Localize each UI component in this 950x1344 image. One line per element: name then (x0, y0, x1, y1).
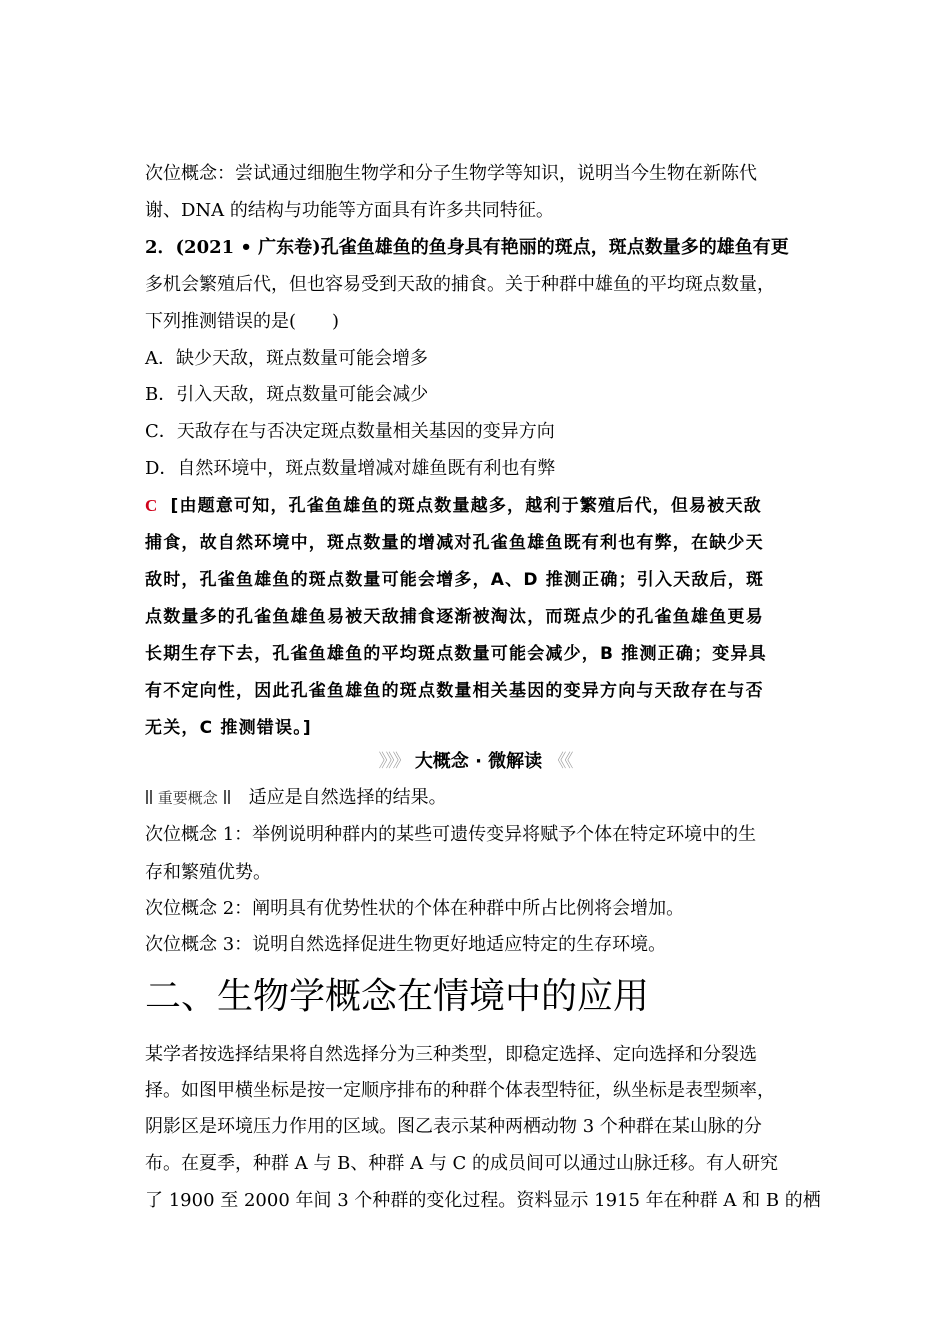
divider-right-arrows: 《《 (548, 751, 572, 772)
badge-bar-icon (146, 790, 148, 804)
option-d: D．自然环境中，斑点数量增减对雄鱼既有利也有弊 (145, 458, 556, 479)
divider-left-arrows: 》》》 (378, 751, 409, 772)
section-heading: 二、生物学概念在情境中的应用 (145, 976, 650, 1017)
answer-letter: C (145, 496, 159, 515)
explanation-line: [由题意可知，孔雀鱼雄鱼的斑点数量越多，越利于繁殖后代，但易被天敌 (170, 496, 762, 516)
explanation-line: 捕食，故自然环境中，斑点数量的增减对孔雀鱼雄鱼既有利也有弊，在缺少天 (145, 533, 764, 553)
question-stem-line: 下列推测错误的是( ) (145, 311, 340, 332)
option-c: C．天敌存在与否决定斑点数量相关基因的变异方向 (145, 421, 555, 442)
answer-line (145, 494, 815, 518)
body-line: 布。在夏季，种群 A 与 B、种群 A 与 C 的成员间可以通过山脉迁移。有人研究 (145, 1153, 779, 1174)
sub-concept-line: 存和繁殖优势。 (145, 862, 271, 883)
key-concept-text: 适应是自然选择的结果。 (248, 787, 447, 808)
body-line: 择。如图甲横坐标是按一定顺序排布的种群个体表型特征，纵坐标是表型频率， (145, 1080, 775, 1101)
section-divider (0, 749, 950, 775)
body-line: 某学者按选择结果将自然选择分为三种类型，即稳定选择、定向选择和分裂选 (145, 1044, 757, 1065)
explanation-line: 点数量多的孔雀鱼雄鱼易被天敌捕食逐渐被淘汰，而斑点少的孔雀鱼雄鱼更易 (145, 607, 764, 627)
sub-concept-line: 次位概念 3：说明自然选择促进生物更好地适应特定的生存环境。 (145, 934, 667, 955)
divider-title: 大概念 · 微解读 (414, 751, 543, 772)
option-b: B．引入天敌，斑点数量可能会减少 (145, 384, 429, 405)
explanation-line: 敌时，孔雀鱼雄鱼的斑点数量可能会增多，A、D 推测正确；引入天敌后，斑 (145, 570, 765, 590)
question-stem-line: 2．(2021 • 广东卷)孔雀鱼雄鱼的鱼身具有艳丽的斑点，斑点数量多的雄鱼有更 (145, 237, 789, 258)
sub-concept-line: 次位概念 2：阐明具有优势性状的个体在种群中所占比例将会增加。 (145, 898, 685, 919)
body-line: 阴影区是环境压力作用的区域。图乙表示某种两栖动物 3 个种群在某山脉的分 (145, 1116, 762, 1137)
sub-concept-line: 次位概念 1：举例说明种群内的某些可遗传变异将赋予个体在特定环境中的生 (145, 824, 757, 845)
question-stem-line: 多机会繁殖后代，但也容易受到天敌的捕食。关于种群中雄鱼的平均斑点数量， (145, 274, 775, 295)
badge-bar-icon (150, 790, 152, 804)
key-concept-badge (145, 785, 231, 811)
text-line: 次位概念：尝试通过细胞生物学和分子生物学等知识，说明当今生物在新陈代 (145, 163, 757, 184)
explanation-line: 有不定向性，因此孔雀鱼雄鱼的斑点数量相关基因的变异方向与天敌存在与否 (145, 681, 764, 701)
option-a: A．缺少天敌，斑点数量可能会增多 (145, 348, 428, 369)
body-line: 了 1900 至 2000 年间 3 个种群的变化过程。资料显示 1915 年在种群 A 和 B 的栖 (145, 1190, 821, 1211)
text-line: 谢、DNA 的结构与功能等方面具有许多共同特征。 (145, 200, 554, 221)
key-concept-row (145, 785, 447, 811)
explanation-line: 无关，C 推测错误。] (145, 718, 312, 738)
badge-bar-icon (224, 790, 226, 804)
badge-bar-icon (228, 790, 230, 804)
badge-label: 重要概念 (157, 789, 218, 807)
explanation-line: 长期生存下去，孔雀鱼雄鱼的平均斑点数量可能会减少，B 推测正确；变异具 (145, 644, 767, 664)
